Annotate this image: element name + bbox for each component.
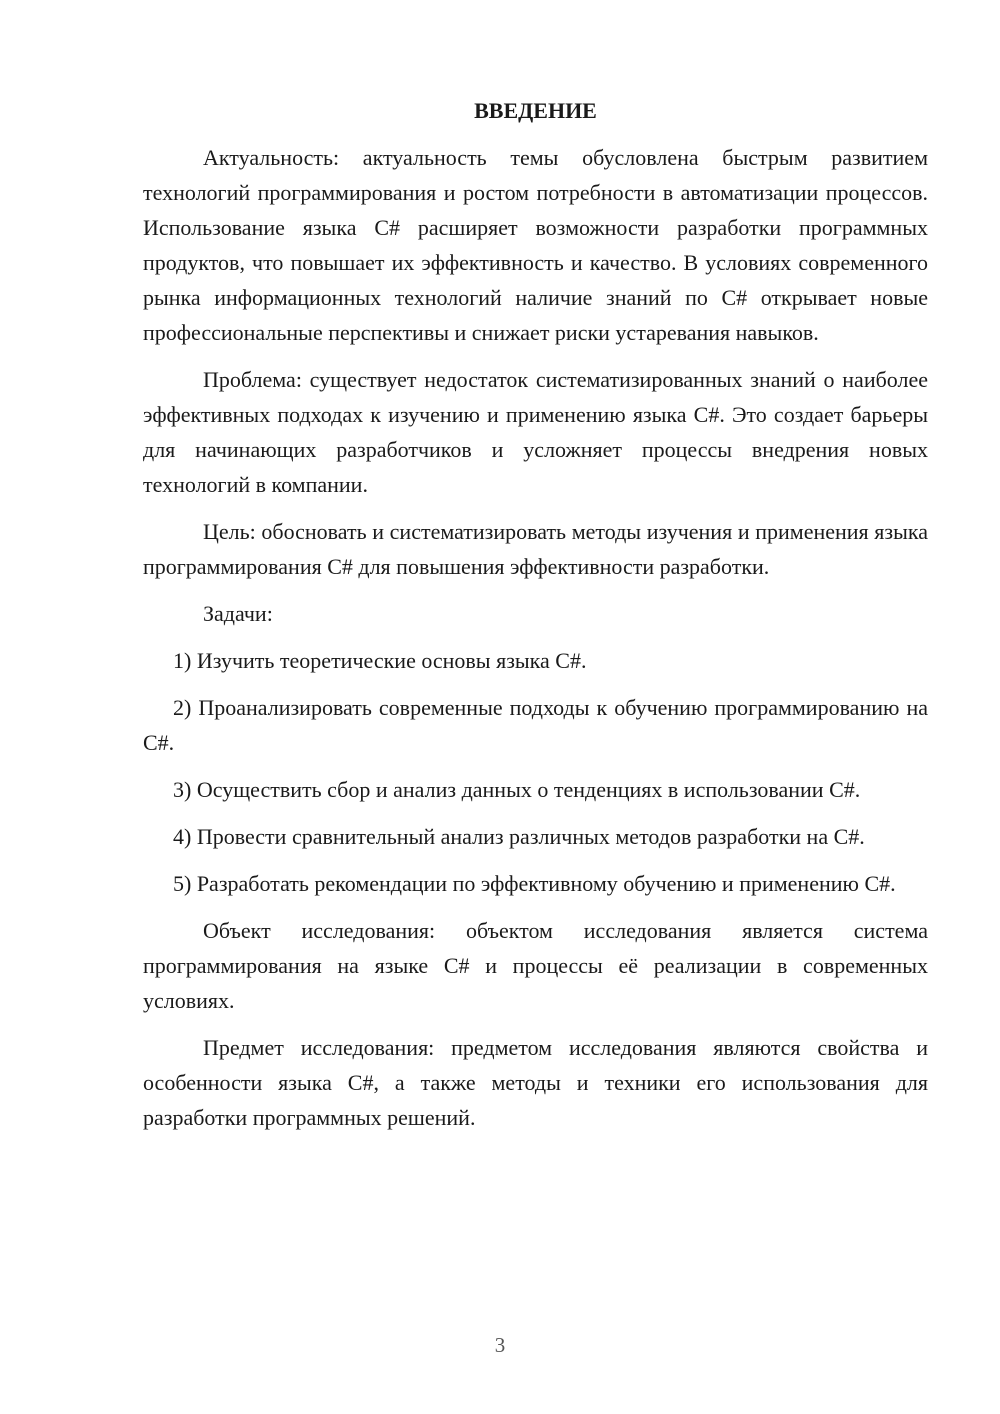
task-item-4: 4) Провести сравнительный анализ различных методов разработки на C#. xyxy=(173,824,865,849)
task-item-5: 5) Разработать рекомендации по эффективному обучению и применению C#. xyxy=(173,871,896,896)
relevance-paragraph: Актуальность: актуальность темы обусловлена быстрым развитием технологий программирования и ростом потребности в автоматизации процессов. Использование языка C# расширяет возможности разработки программных продуктов, что повышает их эффективность и качество. В условиях современного рынка информационных технологий наличие знаний по C# открывает новые профессиональные перспективы и снижает риски устаревания навыков. xyxy=(143,145,928,345)
task-item-1: 1) Изучить теоретические основы языка C#. xyxy=(173,648,587,673)
document-page xyxy=(143,96,928,1147)
task-item-2: 2) Проанализировать современные подходы к обучению программированию на C#. xyxy=(143,695,928,755)
tasks-label: Задачи: xyxy=(203,601,273,626)
object-paragraph: Объект исследования: объектом исследования является система программирования на языке C# и процессы её реализации в современных условиях. xyxy=(143,918,928,1013)
page-number: 3 xyxy=(494,1333,506,1357)
section-heading: ВВЕДЕНИЕ xyxy=(474,98,597,123)
goal-paragraph: Цель: обосновать и систематизировать методы изучения и применения языка программирования C# для повышения эффективности разработки. xyxy=(143,519,928,579)
subject-paragraph: Предмет исследования: предметом исследования являются свойства и особенности языка C#, а также методы и техники его использования для разработки программных решений. xyxy=(143,1035,928,1130)
task-item-3: 3) Осуществить сбор и анализ данных о тенденциях в использовании C#. xyxy=(173,777,861,802)
problem-paragraph: Проблема: существует недостаток систематизированных знаний о наиболее эффективных подходах к изучению и применению языка C#. Это создает барьеры для начинающих разработчиков и усложняет процессы внедрения новых технологий в компании. xyxy=(143,367,928,497)
